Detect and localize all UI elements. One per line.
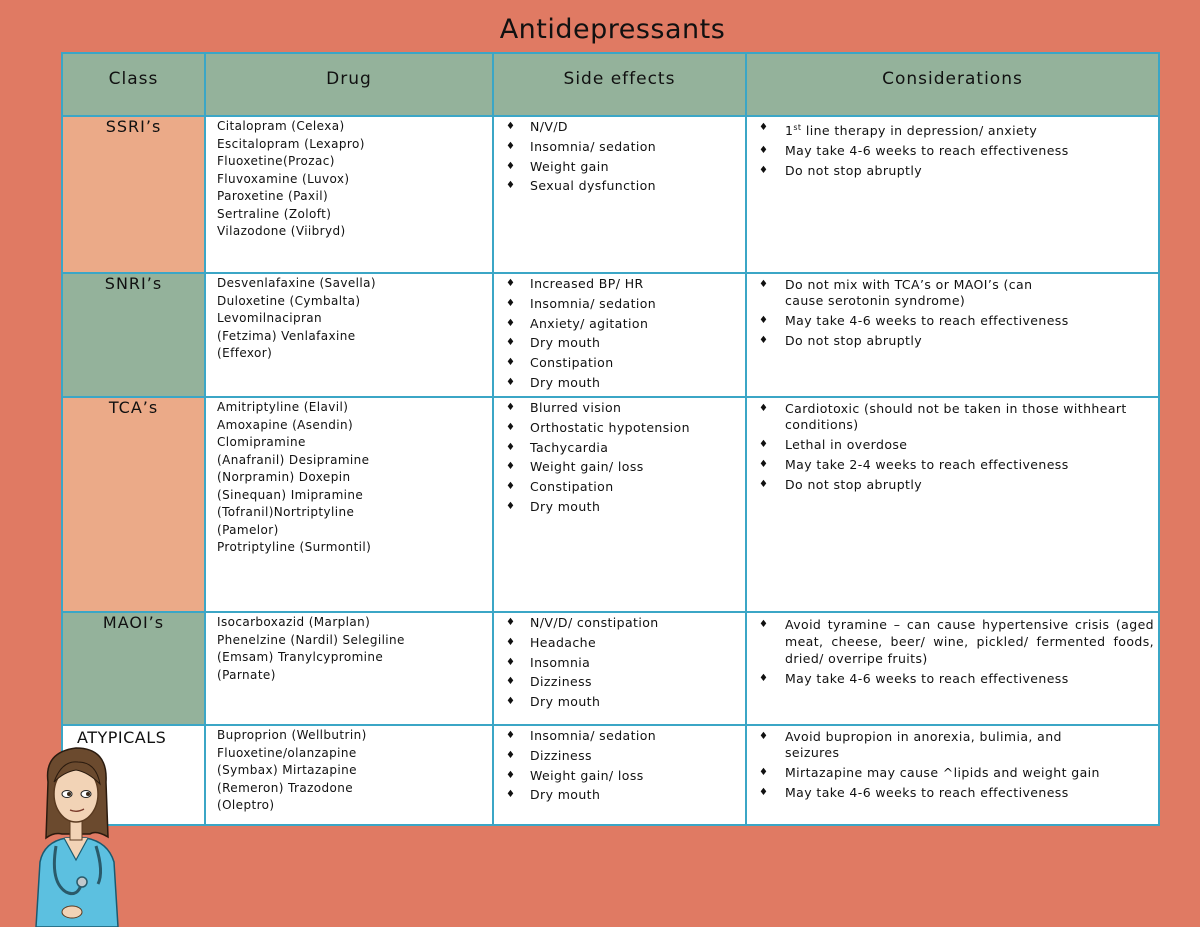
diamond-bullet-icon: ♦	[759, 439, 769, 450]
diamond-bullet-icon: ♦	[506, 696, 516, 708]
diamond-bullet-icon: ♦	[759, 459, 769, 470]
list-item: ♦ Do not stop abruptly	[759, 163, 923, 179]
list-item: ♦ Insomnia/ sedation	[506, 728, 657, 743]
drug-item: Isocarboxazid (Marplan)	[217, 615, 371, 629]
list-item: ♦ Sexual dysfunction	[506, 178, 656, 194]
drug-item: (Emsam) Tranylcypromine	[217, 650, 384, 664]
side-effects-cell-snri	[493, 273, 746, 397]
list-item: ♦ Constipation	[506, 355, 614, 371]
considerations-cell-atypicals	[746, 725, 1159, 825]
diamond-bullet-icon: ♦	[759, 787, 769, 798]
drug-item: (Oleptro)	[217, 798, 275, 812]
diamond-bullet-icon: ♦	[506, 278, 516, 289]
drug-item: Citalopram (Celexa)	[217, 119, 345, 133]
diamond-bullet-icon: ♦	[506, 676, 516, 688]
list-item: ♦ Cardiotoxic (should not be taken in those withheart conditions)	[759, 401, 1127, 432]
list-item: ♦ Do not mix with TCA’s or MAOI’s (can cause serotonin syndrome)	[759, 277, 1033, 308]
diamond-bullet-icon: ♦	[759, 731, 769, 742]
header-row	[62, 53, 1159, 116]
list-item: ♦ Dizziness	[506, 674, 592, 690]
diamond-bullet-icon: ♦	[506, 656, 516, 668]
diamond-bullet-icon: ♦	[759, 122, 769, 133]
drug-item: Fluvoxamine (Luvox)	[217, 171, 350, 186]
diamond-bullet-icon: ♦	[506, 789, 516, 801]
diamond-bullet-icon: ♦	[506, 421, 516, 433]
list-item: ♦ Orthostatic hypotension	[506, 419, 690, 435]
list-item: ♦ May take 4-6 weeks to reach effectiveness	[759, 785, 1069, 800]
list-item: ♦ May take 4-6 weeks to reach effectiveness	[759, 671, 1069, 686]
class-cell-atypicals: ATYPICALS	[62, 725, 205, 825]
list-item: ♦ May take 2-4 weeks to reach effectiveness	[759, 457, 1069, 472]
diamond-bullet-icon: ♦	[506, 121, 516, 132]
diamond-bullet-icon: ♦	[759, 619, 769, 630]
drug-item: Levomilnacipran	[217, 311, 323, 325]
list-item: ♦ Mirtazapine may cause ^lipids and weight gain	[759, 765, 1100, 780]
list-item: ♦ Dry mouth	[506, 374, 601, 390]
drug-item: Fluoxetine(Prozac)	[217, 154, 335, 168]
considerations-cell-tca	[746, 397, 1159, 612]
nurse-illustration	[26, 742, 146, 927]
diamond-bullet-icon: ♦	[759, 335, 769, 346]
list-item: ♦ Anxiety/ agitation	[506, 315, 649, 331]
table-row-ssri	[62, 116, 1159, 273]
drug-cell-snri	[205, 273, 493, 397]
drug-item: Vilazodone (Viibryd)	[217, 224, 346, 238]
drug-item: Desvenlafaxine (Savella)	[217, 276, 376, 290]
list-item: ♦ Dry mouth	[506, 335, 601, 351]
drug-item: (Effexor)	[217, 346, 273, 360]
diamond-bullet-icon: ♦	[506, 441, 516, 453]
diamond-bullet-icon: ♦	[506, 769, 516, 781]
drug-item: (Remeron) Trazodone	[217, 780, 354, 795]
drug-item: Paroxetine (Paxil)	[217, 189, 329, 203]
drug-item: (Tofranil)Nortriptyline	[217, 505, 355, 519]
side-effects-cell-maoi	[493, 612, 746, 725]
diamond-bullet-icon: ♦	[759, 165, 769, 177]
diamond-bullet-icon: ♦	[759, 479, 769, 490]
table-row-snri	[62, 273, 1159, 397]
drug-cell-atypicals	[205, 725, 493, 825]
diamond-bullet-icon: ♦	[759, 315, 769, 326]
drug-item: Escitalopram (Lexapro)	[217, 136, 365, 151]
diamond-bullet-icon: ♦	[759, 145, 769, 157]
drug-item: (Anafranil) Desipramine	[217, 452, 370, 467]
drug-item: Amitriptyline (Elavil)	[217, 400, 349, 414]
diamond-bullet-icon: ♦	[506, 402, 516, 413]
class-cell-snri: SNRI’s	[62, 273, 205, 397]
list-item: ♦ Weight gain/ loss	[506, 767, 644, 783]
diamond-bullet-icon: ♦	[506, 160, 516, 172]
header-considerations: Considerations	[746, 53, 1159, 116]
table-row-tca	[62, 397, 1159, 612]
list-item: ♦ N/V/D	[506, 119, 568, 134]
diamond-bullet-icon: ♦	[506, 317, 516, 329]
drug-item: (Symbax) Mirtazapine	[217, 763, 357, 777]
list-item: ♦ 1st line therapy in depression/ anxiety	[759, 122, 1038, 139]
drug-cell-tca	[205, 397, 493, 612]
diamond-bullet-icon: ♦	[506, 481, 516, 493]
list-item: ♦ Dry mouth	[506, 694, 601, 710]
drug-item: (Norpramin) Doxepin	[217, 470, 351, 484]
drug-item: Phenelzine (Nardil) Selegiline	[217, 632, 405, 647]
list-item: ♦ Weight gain	[506, 158, 609, 174]
list-item: ♦ Avoid bupropion in anorexia, bulimia, and seizures	[759, 729, 1062, 760]
drug-item: (Pamelor)	[217, 522, 279, 537]
diamond-bullet-icon: ♦	[506, 357, 516, 369]
diamond-bullet-icon: ♦	[506, 617, 516, 628]
antidepressant-table	[61, 52, 1160, 826]
header-class: Class	[62, 53, 205, 116]
list-item: ♦ May take 4-6 weeks to reach effectiveness	[759, 313, 1069, 328]
list-item: ♦ Tachycardia	[506, 439, 609, 455]
class-cell-ssri: SSRI’s	[62, 116, 205, 273]
considerations-cell-ssri	[746, 116, 1159, 273]
header-drug: Drug	[205, 53, 493, 116]
table-row-maoi	[62, 612, 1159, 725]
header-side-effects: Side effects	[493, 53, 746, 116]
list-item: ♦ Do not stop abruptly	[759, 477, 923, 492]
considerations-cell-maoi	[746, 612, 1159, 725]
diamond-bullet-icon: ♦	[506, 376, 516, 388]
class-cell-maoi: MAOI’s	[62, 612, 205, 725]
diamond-bullet-icon: ♦	[506, 297, 516, 309]
list-item: ♦ Dry mouth	[506, 787, 601, 803]
diamond-bullet-icon: ♦	[506, 749, 516, 761]
drug-item: Fluoxetine/olanzapine	[217, 745, 357, 760]
diamond-bullet-icon: ♦	[759, 767, 769, 778]
list-item: ♦ May take 4-6 weeks to reach effectiveness	[759, 143, 1069, 159]
list-item: ♦ Blurred vision	[506, 400, 622, 415]
drug-item: Clomipramine	[217, 435, 306, 449]
diamond-bullet-icon: ♦	[759, 673, 769, 684]
diamond-bullet-icon: ♦	[506, 461, 516, 473]
considerations-cell-snri	[746, 273, 1159, 397]
drug-item: Amoxapine (Asendin)	[217, 417, 354, 432]
list-item: ♦ Headache	[506, 634, 597, 650]
diamond-bullet-icon: ♦	[506, 730, 516, 741]
diamond-bullet-icon: ♦	[506, 636, 516, 648]
drug-cell-ssri	[205, 116, 493, 273]
table-row-atypicals	[62, 725, 1159, 825]
diamond-bullet-icon: ♦	[759, 279, 769, 290]
diamond-bullet-icon: ♦	[506, 140, 516, 152]
drug-item: Protriptyline (Surmontil)	[217, 540, 372, 554]
class-cell-tca: TCA’s	[62, 397, 205, 612]
list-item: ♦ Insomnia	[506, 654, 591, 670]
list-item: ♦ Lethal in overdose	[759, 437, 908, 452]
list-item: ♦ Weight gain/ loss	[506, 459, 644, 475]
list-item: ♦ N/V/D/ constipation	[506, 615, 659, 630]
list-item: ♦ Insomnia/ sedation	[506, 138, 657, 154]
list-item: ♦ Increased BP/ HR	[506, 276, 644, 291]
side-effects-cell-atypicals	[493, 725, 746, 825]
drug-item: (Fetzima) Venlafaxine	[217, 328, 356, 343]
diamond-bullet-icon: ♦	[759, 403, 769, 414]
list-item: ♦ Dry mouth	[506, 498, 601, 514]
list-item: ♦ Dizziness	[506, 747, 592, 763]
list-item: ♦ Insomnia/ sedation	[506, 295, 657, 311]
diamond-bullet-icon: ♦	[506, 337, 516, 349]
list-item: ♦ Constipation	[506, 479, 614, 495]
drug-item: Buproprion (Wellbutrin)	[217, 728, 367, 742]
drug-item: Sertraline (Zoloft)	[217, 206, 332, 221]
diamond-bullet-icon: ♦	[506, 500, 516, 512]
list-item: ♦ Avoid tyramine – can cause hypertensive crisis (aged meat, cheese, beer/ wine, pickled/ fermented foods, dried/ overripe fruits)	[759, 617, 1154, 666]
side-effects-cell-tca	[493, 397, 746, 612]
drug-item: (Parnate)	[217, 667, 276, 682]
drug-cell-maoi	[205, 612, 493, 725]
side-effects-cell-ssri	[493, 116, 746, 273]
drug-item: (Sinequan) Imipramine	[217, 487, 364, 502]
drug-item: Duloxetine (Cymbalta)	[217, 293, 361, 308]
page-title: Antidepressants	[499, 14, 726, 45]
list-item: ♦ Do not stop abruptly	[759, 333, 923, 348]
diamond-bullet-icon: ♦	[506, 180, 516, 192]
